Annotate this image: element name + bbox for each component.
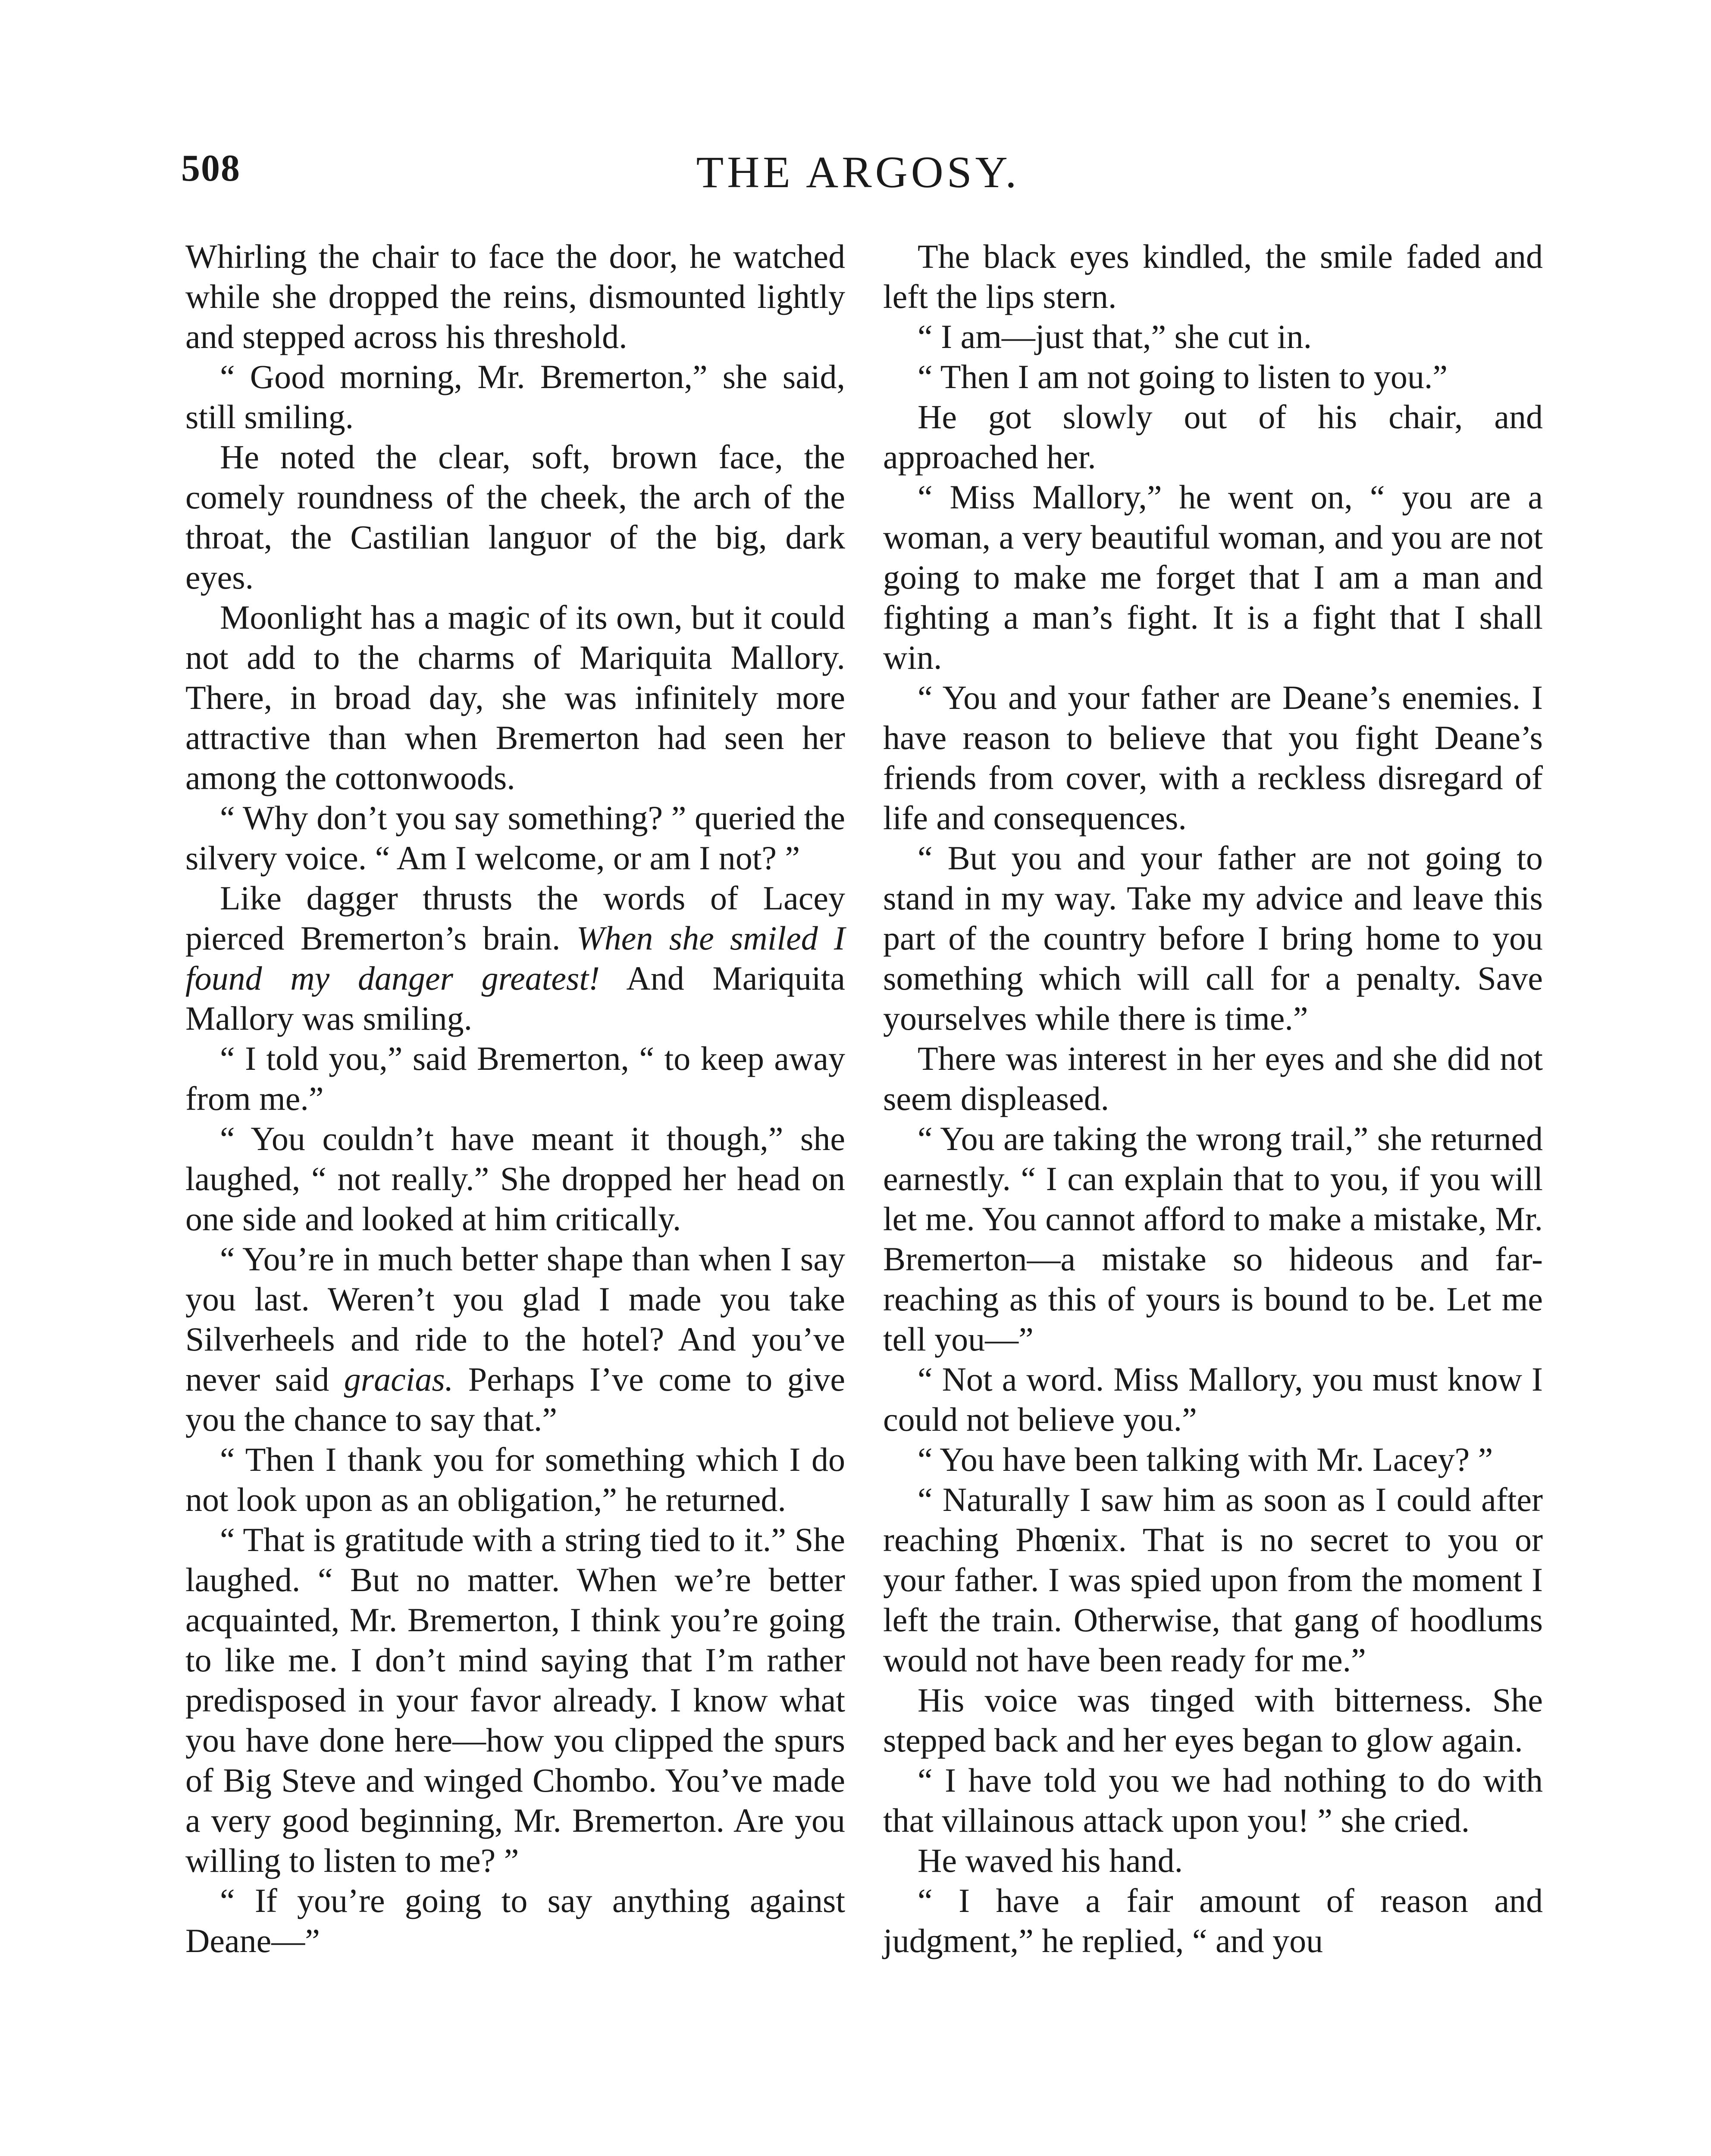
right-text-column — [883, 236, 1543, 1961]
paragraph-text: “ You’re in much better shape than when I say you last. Weren’t you glad I made you take Silverheels and ride to the hotel? And you’ve never said — [185, 1240, 845, 1398]
paragraph — [185, 357, 845, 437]
paragraph-text: “ You and your father are Deane’s enemies. I have reason to believe that you fight Deane’s friends from cover, with a reckless disregard of life and consequences. — [883, 679, 1543, 837]
paragraph — [883, 1479, 1543, 1680]
paragraph — [185, 1520, 845, 1880]
paragraph-text: “ You couldn’t have meant it though,” she laughed, “ not really.” She dropped her head on one side and looked at him critically. — [185, 1120, 845, 1238]
paragraph-text: “ Then I thank you for something which I do not look upon as an obligation,” he returned. — [185, 1441, 845, 1518]
paragraph-text: There was interest in her eyes and she did not seem displeased. — [883, 1040, 1543, 1117]
paragraph-text: “ You have been talking with Mr. Lacey? ” — [918, 1441, 1493, 1478]
paragraph — [883, 1760, 1543, 1840]
paragraph — [883, 1880, 1543, 1961]
italic-phrase: When she smiled I found my danger greatest! — [185, 919, 845, 997]
paragraph-text-after: Perhaps I’ve come to give you the chance to say that.” — [185, 1360, 845, 1438]
paragraph — [883, 677, 1543, 838]
left-text-column — [185, 236, 845, 1961]
paragraph — [883, 1439, 1543, 1479]
paragraph-text: “ Why don’t you say something? ” queried the silvery voice. “ Am I welcome, or am I not? ” — [185, 799, 845, 877]
paragraph-text: “ Then I am not going to listen to you.” — [918, 358, 1448, 395]
paragraph-text: “ I told you,” said Bremerton, “ to keep away from me.” — [185, 1040, 845, 1117]
paragraph-text: “ You are taking the wrong trail,” she returned earnestly. “ I can explain that to you, if you will let me. You cannot afford to make a mistake, Mr. Bremerton—a mistake so hideous and far-reaching as this of yours is bound to be. Let me tell you—” — [883, 1120, 1543, 1358]
paragraph-text: The black eyes kindled, the smile faded and left the lips stern. — [883, 238, 1543, 315]
paragraph — [185, 1880, 845, 1961]
paragraph-text-after: And Mariquita Mallory was smiling. — [185, 959, 846, 1037]
paragraph — [883, 397, 1543, 477]
paragraph — [185, 878, 845, 1038]
paragraph — [185, 437, 845, 597]
paragraph-text: “ Naturally I saw him as soon as I could after reaching Phœnix. That is no secret to you or your father. I was spied upon from the moment I left the train. Otherwise, that gang of hoodlums would not have been ready for me.” — [883, 1481, 1543, 1679]
paragraph-text: Like dagger thrusts the words of Lacey pierced Bremerton’s brain. — [185, 879, 845, 957]
paragraph-text: He noted the clear, soft, brown face, the comely roundness of the cheek, the arch of the throat, the Castilian languor of the big, dark eyes. — [185, 438, 845, 596]
paragraph-text: Whirling the chair to face the door, he watched while she dropped the reins, dismounted lightly and stepped across his threshold. — [185, 238, 845, 355]
paragraph — [883, 838, 1543, 1038]
paragraph-text: “ Good morning, Mr. Bremerton,” she said, still smiling. — [185, 358, 845, 436]
paragraph — [185, 1239, 845, 1439]
paragraph-text: “ If you’re going to say anything against Deane—” — [185, 1882, 845, 1959]
paragraph-text: He got slowly out of his chair, and approached her. — [883, 398, 1543, 476]
paragraph-text: Moonlight has a magic of its own, but it could not add to the charms of Mariquita Mallory. There, in broad day, she was infinitely more attractive than when Bremerton had seen her among the cottonwoods. — [185, 599, 845, 796]
paragraph-text: “ But you and your father are not going to stand in my way. Take my advice and leave this part of the country before I bring home to you something which will call for a penalty. Save yourselves while there is time.” — [883, 839, 1543, 1037]
paragraph — [883, 1359, 1543, 1439]
paragraph — [883, 1119, 1543, 1359]
paragraph-text: “ That is gratitude with a string tied to it.” She laughed. “ But no matter. When we’re better acquainted, Mr. Bremerton, I think you’re going to like me. I don’t mind saying that I’m rather predisposed in your favor already. I know what you have done here—how you clipped the spurs of Big Steve and winged Chombo. You’ve made a very good beginning, Mr. Bremerton. Are you willing to listen to me? ” — [185, 1521, 845, 1879]
paragraph-text: “ I have a fair amount of reason and judgment,” he replied, “ and you — [883, 1882, 1543, 1959]
paragraph — [883, 1038, 1543, 1119]
page-number: 508 — [181, 147, 241, 189]
paragraph — [883, 477, 1543, 677]
paragraph-text: “ Miss Mallory,” he went on, “ you are a woman, a very beautiful woman, and you are not going to make me forget that I am a man and fighting a man’s fight. It is a fight that I shall win. — [883, 478, 1543, 676]
paragraph — [883, 357, 1543, 397]
page-header — [181, 147, 1535, 216]
running-head: THE ARGOSY. — [696, 147, 1020, 197]
paragraph-text: His voice was tinged with bitterness. She stepped back and her eyes began to glow again. — [883, 1681, 1543, 1759]
italic-phrase: gracias. — [344, 1360, 454, 1398]
paragraph — [185, 1439, 845, 1520]
paragraph — [883, 1680, 1543, 1760]
paragraph-text: He waved his hand. — [918, 1842, 1183, 1879]
paragraph-text: “ I have told you we had nothing to do with that villainous attack upon you! ” she cried. — [883, 1761, 1543, 1839]
paragraph — [185, 798, 845, 878]
paragraph — [185, 1038, 845, 1119]
paragraph — [883, 236, 1543, 317]
paragraph-text: “ Not a word. Miss Mallory, you must know I could not believe you.” — [883, 1360, 1543, 1438]
paragraph — [883, 317, 1543, 357]
paragraph — [185, 236, 845, 357]
paragraph — [185, 1119, 845, 1239]
paragraph — [883, 1840, 1543, 1880]
paragraph-text: “ I am—just that,” she cut in. — [918, 318, 1312, 355]
paragraph — [185, 597, 845, 798]
